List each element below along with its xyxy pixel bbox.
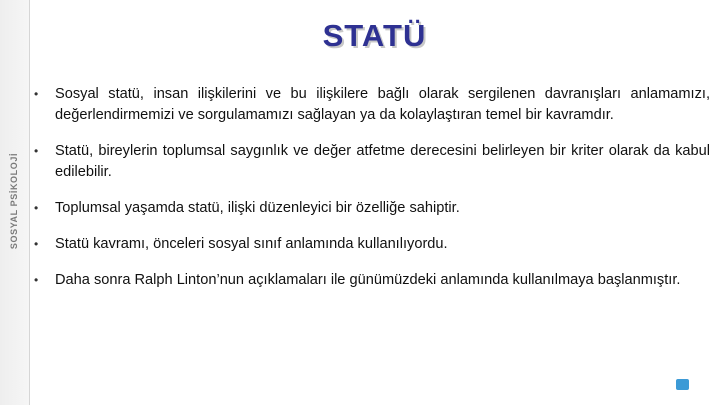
sidebar (0, 0, 30, 405)
bullet-dot-icon: • (34, 237, 39, 251)
bullet-dot-icon: • (34, 144, 39, 158)
slide-title: STATÜ (322, 18, 427, 53)
bullet-item (34, 84, 710, 126)
bullet-text: Toplumsal yaşamda statü, ilişki düzenleyici bir özelliğe sahiptir. (55, 200, 460, 216)
bullet-text: Sosyal statü, insan ilişkilerini ve bu ilişkilere bağlı olarak sergilenen davranışları anlamamızı, değerlendirmemizi ve sorgulamamızı sağlayan ya da kolaylaştıran temel bir kavramdır. (55, 86, 710, 123)
bullet-text: Statü, bireylerin toplumsal saygınlık ve değer atfetme derecesini belirleyen bir kriter olarak da kabul edilebilir. (55, 143, 710, 180)
bullet-dot-icon: • (34, 87, 39, 101)
bullet-list (34, 84, 710, 291)
bullet-text: Statü kavramı, önceleri sosyal sınıf anlamında kullanılıyordu. (55, 236, 448, 252)
bullet-item (34, 198, 710, 219)
bullet-dot-icon: • (34, 273, 39, 287)
bullet-text: Daha sonra Ralph Linton’nun açıklamaları ile günümüzdeki anlamında kullanılmaya başlanmıştır. (55, 272, 681, 288)
logo-icon (676, 379, 689, 390)
bullet-item (34, 270, 710, 291)
sidebar-label: SOSYAL PSİKOLOJİ (9, 152, 19, 250)
bullet-item (34, 234, 710, 255)
bullet-dot-icon: • (34, 201, 39, 215)
bullet-item (34, 141, 710, 183)
